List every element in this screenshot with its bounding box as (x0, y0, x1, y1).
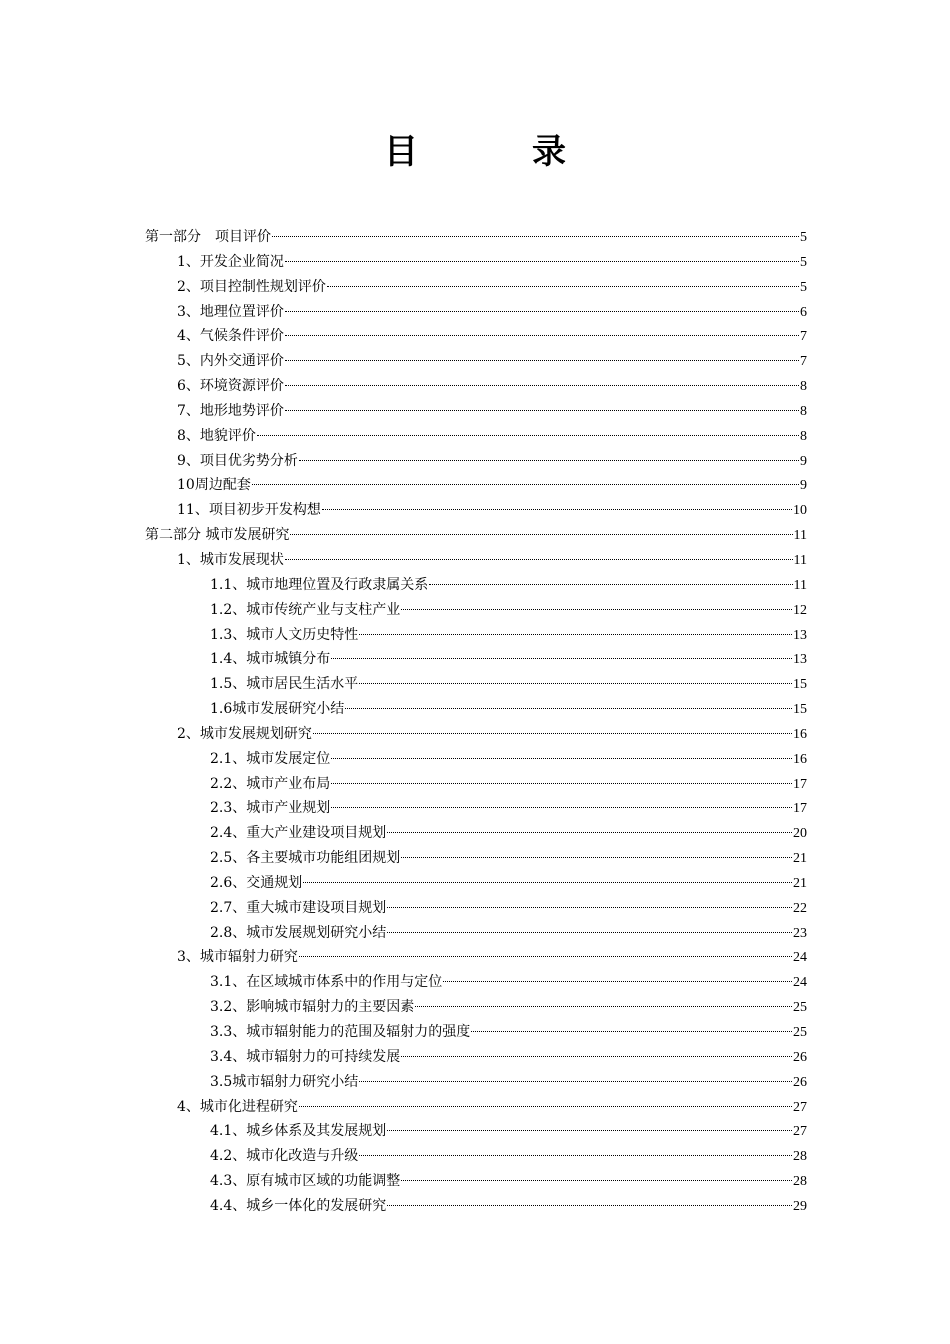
toc-entry-title[interactable]: 1.6城市发展研究小结 (210, 701, 345, 718)
toc-entry-title[interactable]: 1.4、城市城镇分布 (210, 651, 331, 668)
toc-entry-title[interactable]: 8、地貌评价 (177, 427, 256, 444)
toc-entry-title[interactable]: 5、内外交通评价 (177, 353, 284, 370)
toc-entry-title[interactable]: 11、项目初步开发构想 (177, 502, 321, 519)
toc-entry-page-number[interactable]: 17 (793, 801, 807, 817)
toc-entry-title[interactable]: 4.2、城市化改造与升级 (210, 1148, 359, 1165)
toc-entry[interactable] (145, 598, 807, 623)
toc-entry-title[interactable]: 1、城市发展现状 (177, 551, 284, 568)
toc-dot-leader (471, 1031, 792, 1032)
toc-entry-page-number[interactable]: 16 (793, 751, 807, 767)
toc-entry-page-number[interactable]: 16 (793, 726, 807, 742)
toc-entry-page-number[interactable]: 29 (793, 1198, 807, 1214)
toc-entry[interactable] (145, 1045, 807, 1070)
toc-dot-leader (313, 733, 792, 734)
page-title: 目 录 (384, 132, 606, 172)
toc-dot-leader (285, 360, 799, 361)
toc-entry-page-number[interactable]: 15 (793, 702, 807, 718)
toc-entry-title[interactable]: 2.7、重大城市建设项目规划 (210, 899, 387, 916)
toc-entry[interactable] (145, 647, 807, 672)
toc-entry-page-number[interactable]: 9 (800, 453, 807, 469)
toc-dot-leader (429, 584, 792, 585)
toc-dot-leader (359, 683, 792, 684)
toc-entry[interactable] (145, 821, 807, 846)
toc-entry[interactable] (145, 747, 807, 772)
toc-entry-page-number[interactable]: 11 (793, 552, 807, 568)
toc-dot-leader (299, 1106, 792, 1107)
toc-entry[interactable] (145, 250, 807, 275)
toc-entry-page-number[interactable]: 11 (793, 577, 807, 593)
toc-dot-leader (257, 435, 799, 436)
toc-entry-page-number[interactable]: 13 (793, 627, 807, 643)
toc-entry[interactable] (145, 945, 807, 970)
toc-entry-title[interactable]: 2.8、城市发展规划研究小结 (210, 924, 387, 941)
toc-entry[interactable] (145, 573, 807, 598)
toc-dot-leader (331, 807, 792, 808)
toc-entry[interactable] (145, 225, 807, 250)
toc-entry-page-number[interactable]: 9 (800, 478, 807, 494)
toc-entry[interactable] (145, 871, 807, 896)
toc-entry-page-number[interactable]: 25 (793, 1000, 807, 1016)
toc-entry[interactable] (145, 324, 807, 349)
toc-entry-page-number[interactable]: 8 (800, 428, 807, 444)
toc-entry-page-number[interactable]: 23 (793, 925, 807, 941)
toc-dot-leader (331, 658, 792, 659)
toc-dot-leader (415, 1006, 792, 1007)
toc-entry-title[interactable]: 1.3、城市人文历史特性 (210, 626, 359, 643)
toc-entry-page-number[interactable]: 7 (800, 354, 807, 370)
toc-entry-title[interactable]: 6、环境资源评价 (177, 378, 284, 395)
toc-dot-leader (303, 882, 792, 883)
toc-entry-page-number[interactable]: 24 (793, 975, 807, 991)
toc-entry[interactable] (145, 473, 807, 498)
toc-entry-title[interactable]: 4.4、城乡一体化的发展研究 (210, 1197, 387, 1214)
toc-entry-page-number[interactable]: 21 (793, 851, 807, 867)
toc-dot-leader (443, 981, 792, 982)
toc-entry[interactable] (145, 896, 807, 921)
toc-entry-title[interactable]: 2.4、重大产业建设项目规划 (210, 825, 387, 842)
toc-entry[interactable] (145, 1020, 807, 1045)
toc-entry-page-number[interactable]: 8 (800, 403, 807, 419)
toc-entry-title[interactable]: 2、城市发展规划研究 (177, 725, 312, 742)
toc-dot-leader (285, 385, 799, 386)
toc-dot-leader (359, 1081, 792, 1082)
toc-entry[interactable] (145, 523, 807, 548)
toc-entry-page-number[interactable]: 6 (800, 304, 807, 320)
toc-entry-title[interactable]: 1.1、城市地理位置及行政隶属关系 (210, 576, 429, 593)
toc-entry-title[interactable]: 2.1、城市发展定位 (210, 750, 331, 767)
toc-entry-page-number[interactable]: 13 (793, 652, 807, 668)
toc-entry[interactable] (145, 846, 807, 871)
toc-dot-leader (387, 832, 792, 833)
toc-entry-title[interactable]: 4.3、原有城市区域的功能调整 (210, 1173, 401, 1190)
toc-entry[interactable] (145, 424, 807, 449)
toc-entry-page-number[interactable]: 22 (793, 900, 807, 916)
toc-entry[interactable] (145, 1194, 807, 1219)
toc-dot-leader (387, 1130, 792, 1131)
table-of-contents (145, 225, 807, 1219)
toc-dot-leader (331, 758, 792, 759)
toc-dot-leader (285, 410, 799, 411)
toc-entry-page-number[interactable]: 28 (793, 1174, 807, 1190)
toc-entry-page-number[interactable]: 15 (793, 677, 807, 693)
toc-entry-page-number[interactable]: 12 (793, 602, 807, 618)
toc-entry-title[interactable]: 1.2、城市传统产业与支柱产业 (210, 601, 401, 618)
toc-dot-leader (387, 1205, 792, 1206)
toc-dot-leader (285, 335, 799, 336)
toc-entry-title[interactable]: 2、项目控制性规划评价 (177, 278, 326, 295)
toc-entry-title[interactable]: 3、地理位置评价 (177, 303, 284, 320)
toc-entry-title[interactable]: 2.2、城市产业布局 (210, 775, 331, 792)
toc-entry[interactable] (145, 399, 807, 424)
toc-dot-leader (290, 534, 792, 535)
toc-entry-title[interactable]: 2.3、城市产业规划 (210, 800, 331, 817)
toc-entry-title[interactable]: 2.5、各主要城市功能组团规划 (210, 850, 401, 867)
toc-entry[interactable] (145, 995, 807, 1020)
toc-entry-page-number[interactable]: 20 (793, 826, 807, 842)
toc-entry[interactable] (145, 796, 807, 821)
toc-dot-leader (387, 932, 792, 933)
toc-entry[interactable] (145, 275, 807, 300)
toc-entry[interactable] (145, 449, 807, 474)
toc-entry[interactable] (145, 921, 807, 946)
toc-entry-title[interactable]: 3.5城市辐射力研究小结 (210, 1073, 359, 1090)
toc-dot-leader (299, 460, 799, 461)
toc-entry-title[interactable]: 2.6、交通规划 (210, 874, 303, 891)
toc-entry[interactable] (145, 300, 807, 325)
toc-entry[interactable] (145, 1070, 807, 1095)
toc-entry-page-number[interactable]: 26 (793, 1049, 807, 1065)
toc-entry-title[interactable]: 9、项目优劣势分析 (177, 452, 298, 469)
toc-entry-title[interactable]: 7、地形地势评价 (177, 402, 284, 419)
toc-dot-leader (285, 261, 799, 262)
toc-entry-page-number[interactable]: 27 (793, 1124, 807, 1140)
toc-entry[interactable] (145, 772, 807, 797)
toc-entry[interactable] (145, 1144, 807, 1169)
toc-dot-leader (401, 857, 792, 858)
toc-entry-title[interactable]: 1、开发企业简况 (177, 253, 284, 270)
toc-entry[interactable] (145, 349, 807, 374)
toc-entry[interactable] (145, 548, 807, 573)
toc-entry-page-number[interactable]: 11 (793, 528, 807, 544)
toc-entry-page-number[interactable]: 5 (800, 279, 807, 295)
toc-entry[interactable] (145, 374, 807, 399)
toc-entry-page-number[interactable]: 5 (800, 254, 807, 270)
toc-entry-title[interactable]: 1.5、城市居民生活水平 (210, 676, 359, 693)
toc-entry-title[interactable]: 第二部分 城市发展研究 (145, 527, 290, 544)
toc-entry-title[interactable]: 3.3、城市辐射能力的范围及辐射力的强度 (210, 1024, 471, 1040)
toc-entry-page-number[interactable]: 27 (793, 1099, 807, 1115)
toc-dot-leader (359, 634, 792, 635)
toc-entry-title[interactable]: 4、气候条件评价 (177, 328, 284, 345)
toc-entry-title[interactable]: 3.4、城市辐射力的可持续发展 (210, 1048, 401, 1065)
toc-entry-title[interactable]: 3.2、影响城市辐射力的主要因素 (210, 999, 415, 1016)
toc-dot-leader (322, 509, 792, 510)
toc-entry-title[interactable]: 3.1、在区域城市体系中的作用与定位 (210, 974, 443, 991)
toc-entry-page-number[interactable]: 10 (793, 503, 807, 519)
toc-entry[interactable] (145, 1119, 807, 1144)
toc-entry[interactable] (145, 672, 807, 697)
toc-entry-page-number[interactable]: 26 (793, 1074, 807, 1090)
toc-entry-page-number[interactable]: 28 (793, 1149, 807, 1165)
toc-entry-page-number[interactable]: 7 (800, 329, 807, 345)
toc-dot-leader (401, 609, 792, 610)
toc-dot-leader (401, 1180, 792, 1181)
toc-entry-title[interactable]: 4、城市化进程研究 (177, 1098, 298, 1115)
toc-entry-title[interactable]: 第一部分 项目评价 (145, 229, 271, 245)
toc-entry-page-number[interactable]: 25 (793, 1025, 807, 1040)
toc-entry-page-number[interactable]: 17 (793, 776, 807, 792)
toc-entry-page-number[interactable]: 8 (800, 379, 807, 395)
toc-entry-page-number[interactable]: 21 (793, 875, 807, 891)
toc-dot-leader (272, 236, 799, 237)
toc-entry-title[interactable]: 10周边配套 (177, 477, 251, 494)
toc-entry[interactable] (145, 1169, 807, 1194)
toc-entry[interactable] (145, 970, 807, 995)
toc-dot-leader (299, 956, 792, 957)
toc-entry[interactable] (145, 1095, 807, 1120)
toc-dot-leader (327, 286, 799, 287)
toc-entry[interactable] (145, 722, 807, 747)
toc-dot-leader (331, 783, 792, 784)
toc-dot-leader (401, 1056, 792, 1057)
toc-dot-leader (359, 1155, 792, 1156)
toc-dot-leader (252, 484, 799, 485)
toc-entry[interactable] (145, 697, 807, 722)
toc-entry-title[interactable]: 3、城市辐射力研究 (177, 949, 298, 966)
toc-entry-page-number[interactable]: 5 (800, 230, 807, 245)
toc-entry[interactable] (145, 498, 807, 523)
toc-dot-leader (387, 907, 792, 908)
toc-dot-leader (285, 311, 799, 312)
toc-entry-page-number[interactable]: 24 (793, 950, 807, 966)
toc-dot-leader (285, 559, 793, 560)
toc-entry[interactable] (145, 623, 807, 648)
toc-entry-title[interactable]: 4.1、城乡体系及其发展规划 (210, 1123, 387, 1140)
toc-dot-leader (345, 708, 792, 709)
